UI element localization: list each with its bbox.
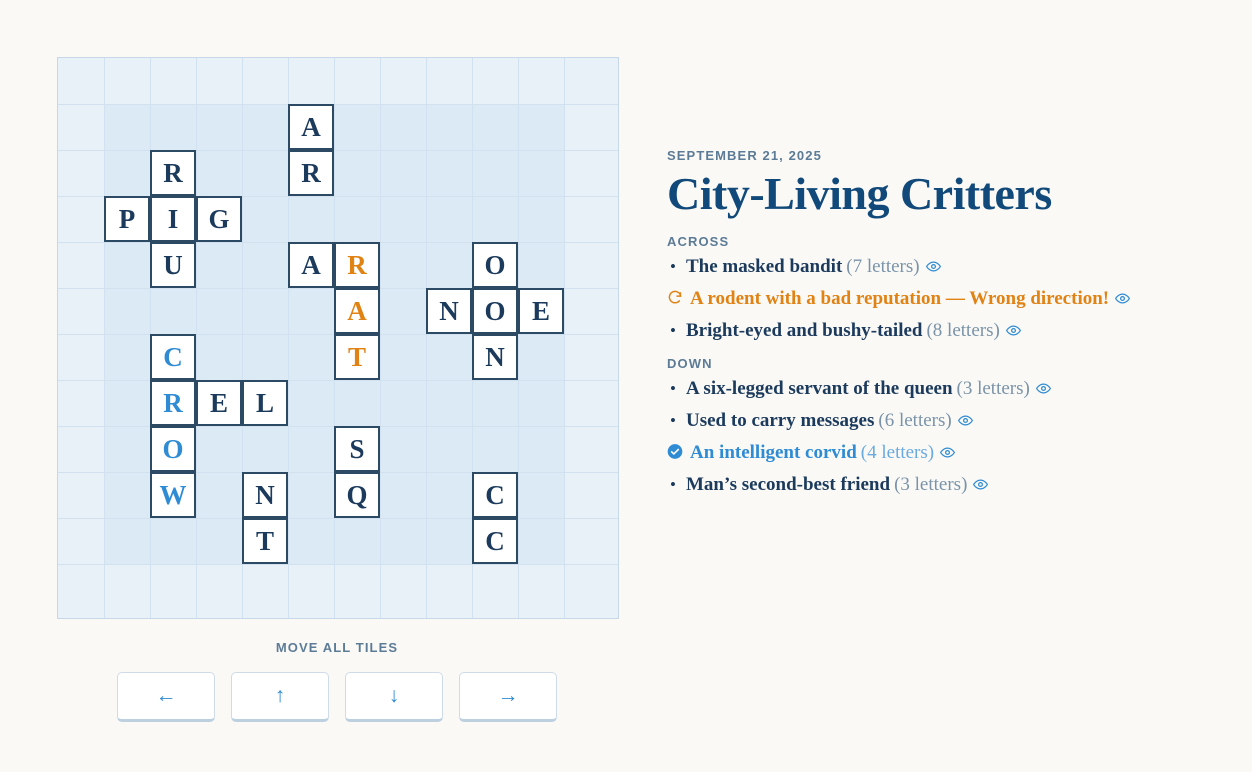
board-cell[interactable] <box>427 519 472 564</box>
board-cell[interactable] <box>335 105 380 150</box>
reveal-answer-eye-icon[interactable] <box>973 477 988 492</box>
board-cell[interactable] <box>289 381 334 426</box>
board-cell[interactable] <box>519 473 564 518</box>
clue-length: (6 letters) <box>878 410 952 431</box>
letter-tile[interactable]: N <box>472 334 518 380</box>
board-cell[interactable] <box>427 105 472 150</box>
board-cell[interactable] <box>289 335 334 380</box>
board-cell[interactable] <box>519 151 564 196</box>
board-cell[interactable] <box>151 289 196 334</box>
bullet-icon: • <box>670 320 676 340</box>
clue-length: (3 letters) <box>956 378 1030 400</box>
letter-tile[interactable]: S <box>334 426 380 472</box>
across-clue-2[interactable] <box>667 287 1212 311</box>
board-cell[interactable] <box>519 519 564 564</box>
clue-body <box>686 255 941 279</box>
clue-text: A rodent with a bad reputation <box>690 287 942 309</box>
board-cell[interactable] <box>289 197 334 242</box>
board-cell[interactable] <box>519 335 564 380</box>
clue-body <box>690 287 1130 311</box>
clue-text: Man’s second-best friend <box>686 473 891 495</box>
across-heading: ACROSS <box>667 234 730 249</box>
board-cell[interactable] <box>381 243 426 288</box>
across-clue-list <box>667 255 1212 342</box>
letter-tile[interactable]: U <box>150 242 196 288</box>
board-cell[interactable] <box>105 427 150 472</box>
board-cell[interactable] <box>197 335 242 380</box>
letter-tile[interactable]: O <box>472 242 518 288</box>
board-cell[interactable] <box>381 151 426 196</box>
board-cell[interactable] <box>243 151 288 196</box>
board-cell[interactable] <box>381 289 426 334</box>
board-cell[interactable] <box>243 335 288 380</box>
board-cell[interactable] <box>197 243 242 288</box>
board-cell[interactable] <box>197 151 242 196</box>
down-clue-4[interactable] <box>667 473 1212 497</box>
grid-line <box>58 564 618 565</box>
down-heading: DOWN <box>667 356 713 372</box>
move-left-button[interactable]: ← <box>117 672 215 722</box>
board-cell[interactable] <box>427 381 472 426</box>
bullet-icon: • <box>670 379 676 399</box>
board-cell[interactable] <box>427 427 472 472</box>
board-cell[interactable] <box>473 381 518 426</box>
board-cell[interactable] <box>335 151 380 196</box>
board-cell[interactable] <box>197 519 242 564</box>
board-cell[interactable] <box>243 105 288 150</box>
letter-tile[interactable]: N <box>426 288 472 334</box>
board-cell[interactable] <box>289 473 334 518</box>
bullet-icon: • <box>670 411 676 430</box>
move-buttons <box>57 672 617 722</box>
board-cell[interactable] <box>335 197 380 242</box>
letter-tile[interactable]: C <box>472 472 518 518</box>
reveal-answer-eye-icon[interactable] <box>1036 381 1051 396</box>
board-cell[interactable] <box>197 473 242 518</box>
board-cell[interactable] <box>427 151 472 196</box>
board-cell[interactable] <box>519 197 564 242</box>
letter-tile[interactable]: W <box>150 472 196 518</box>
bullet-icon: • <box>670 257 676 276</box>
board-cell[interactable] <box>427 335 472 380</box>
board-container <box>57 57 619 619</box>
move-up-button[interactable]: ↑ <box>231 672 329 722</box>
board-cell[interactable] <box>519 105 564 150</box>
board-cell[interactable] <box>105 151 150 196</box>
letter-tile[interactable]: O <box>472 288 518 334</box>
board-cell[interactable] <box>151 105 196 150</box>
board-cell[interactable] <box>151 519 196 564</box>
letter-tile[interactable]: E <box>518 288 564 334</box>
board-cell[interactable] <box>381 335 426 380</box>
crossword-board[interactable] <box>57 57 619 619</box>
clue-length: (8 letters) <box>926 319 1000 341</box>
board-cell[interactable] <box>105 105 150 150</box>
clue-length: (4 letters) <box>860 441 935 463</box>
grid-line <box>564 58 565 618</box>
across-clue-1[interactable] <box>667 255 1212 279</box>
reveal-answer-eye-icon[interactable] <box>958 413 973 428</box>
clue-text: Used to carry messages <box>686 410 875 431</box>
board-cell[interactable] <box>289 519 334 564</box>
clue-body <box>686 319 1021 343</box>
puzzle-date: SEPTEMBER 21, 2025 <box>667 148 822 163</box>
board-cell[interactable] <box>197 427 242 472</box>
letter-tile[interactable]: C <box>150 334 196 380</box>
board-cell[interactable] <box>289 427 334 472</box>
board-cell[interactable] <box>105 289 150 334</box>
board-cell[interactable] <box>473 427 518 472</box>
board-cell[interactable] <box>473 197 518 242</box>
board-cell[interactable] <box>243 427 288 472</box>
board-cell[interactable] <box>381 427 426 472</box>
letter-tile[interactable]: A <box>334 288 380 334</box>
board-cell[interactable] <box>243 243 288 288</box>
clue-warning-note: — Wrong direction! <box>941 287 1110 309</box>
letter-tile[interactable]: R <box>288 150 334 196</box>
clue-text: An intelligent corvid <box>690 441 857 463</box>
clue-length: (3 letters) <box>894 473 968 495</box>
board-cell[interactable] <box>381 381 426 426</box>
board-cell[interactable] <box>381 105 426 150</box>
letter-tile[interactable]: T <box>334 334 380 380</box>
page-title: City-Living Critters <box>667 168 1052 219</box>
letter-tile[interactable]: O <box>150 426 196 472</box>
letter-tile[interactable]: E <box>196 380 242 426</box>
letter-tile[interactable]: R <box>150 150 196 196</box>
letter-tile[interactable]: G <box>196 196 242 242</box>
letter-tile[interactable]: N <box>242 472 288 518</box>
down-clue-2[interactable] <box>667 409 1212 433</box>
letter-tile[interactable]: A <box>288 104 334 150</box>
down-clue-3[interactable] <box>667 441 1212 465</box>
board-cell[interactable] <box>105 519 150 564</box>
board-cell[interactable] <box>197 105 242 150</box>
letter-tile[interactable]: L <box>242 380 288 426</box>
down-clue-list <box>667 377 1212 496</box>
letter-tile[interactable]: P <box>104 196 150 242</box>
across-clue-3[interactable] <box>667 319 1212 343</box>
board-cell[interactable] <box>335 519 380 564</box>
board-cell[interactable] <box>335 381 380 426</box>
letter-tile[interactable]: R <box>334 242 380 288</box>
board-cell[interactable] <box>519 427 564 472</box>
board-cell[interactable] <box>105 335 150 380</box>
clue-body <box>686 473 988 497</box>
reveal-answer-eye-icon[interactable] <box>1115 291 1130 306</box>
board-cell[interactable] <box>381 473 426 518</box>
letter-tile[interactable]: A <box>288 242 334 288</box>
letter-tile[interactable]: T <box>242 518 288 564</box>
reveal-answer-eye-icon[interactable] <box>940 445 955 460</box>
letter-tile[interactable]: R <box>150 380 196 426</box>
board-cell[interactable] <box>381 197 426 242</box>
reveal-answer-eye-icon[interactable] <box>1006 323 1021 338</box>
board-cell[interactable] <box>243 197 288 242</box>
board-cell[interactable] <box>427 473 472 518</box>
board-cell[interactable] <box>105 381 150 426</box>
board-cell[interactable] <box>105 243 150 288</box>
board-cell[interactable] <box>519 381 564 426</box>
down-clue-1[interactable] <box>667 377 1212 401</box>
board-cell[interactable] <box>289 289 334 334</box>
clue-body <box>686 377 1051 401</box>
board-cell[interactable] <box>197 289 242 334</box>
clue-body <box>686 409 973 433</box>
move-all-tiles-label: MOVE ALL TILES <box>275 640 399 655</box>
letter-tile[interactable]: I <box>150 196 196 242</box>
move-down-button[interactable]: ↓ <box>345 672 443 722</box>
board-cell[interactable] <box>473 105 518 150</box>
solved-check-icon <box>667 443 683 459</box>
board-cell[interactable] <box>519 243 564 288</box>
clue-body <box>690 441 955 465</box>
reveal-answer-eye-icon[interactable] <box>926 259 941 274</box>
board-cell[interactable] <box>427 243 472 288</box>
wrong-direction-icon <box>667 289 683 305</box>
board-cell[interactable] <box>243 289 288 334</box>
clue-length: (7 letters) <box>846 256 920 277</box>
board-cell[interactable] <box>427 197 472 242</box>
board-cell[interactable] <box>473 151 518 196</box>
letter-tile[interactable]: C <box>472 518 518 564</box>
letter-tile[interactable]: Q <box>334 472 380 518</box>
clue-text: Bright-eyed and bushy-tailed <box>686 319 923 341</box>
move-right-button[interactable]: → <box>459 672 557 722</box>
clue-text: The masked bandit <box>686 256 843 277</box>
clue-panel <box>667 148 1212 504</box>
board-cell[interactable] <box>105 473 150 518</box>
bullet-icon: • <box>670 474 676 494</box>
clue-text: A six-legged servant of the queen <box>686 378 953 400</box>
board-cell[interactable] <box>381 519 426 564</box>
